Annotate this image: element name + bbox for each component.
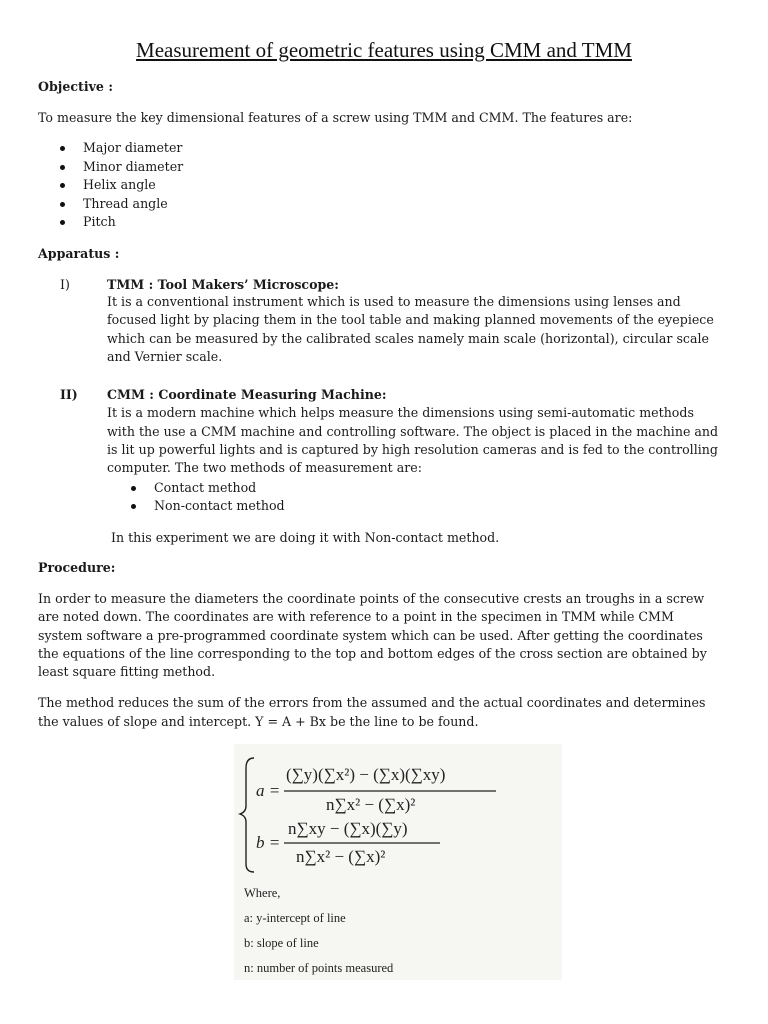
tmm-line-2: focused light by placing them in the tool table and making planned movements of the eyepiece [107,312,714,327]
cmm-line-4: computer. The two methods of measurement are: [107,460,422,475]
list-item: Minor diameter [60,158,183,177]
list-item: Pitch [60,213,183,232]
tmm-line-1: It is a conventional instrument which is used to measure the dimensions using lenses and [107,294,681,309]
a-numerator: (∑y)(∑x²) − (∑x)(∑xy) [286,765,446,784]
b-numerator: n∑xy − (∑x)(∑y) [288,819,408,838]
procedure-p1-line-4: the equations of the line corresponding to the top and bottom edges of the cross section are obtained by [38,646,707,661]
features-list [60,139,183,232]
where-heading: Where, [244,886,281,900]
cmm-numeral: II) [60,387,78,402]
least-squares-formula-image [234,744,562,980]
tmm-title: TMM : Tool Makers’ Microscope: [107,277,339,292]
list-item: Non-contact method [131,497,285,515]
tmm-numeral: I) [60,277,70,292]
procedure-p1-line-5: least square fitting method. [38,664,216,679]
procedure-p1-line-1: In order to measure the diameters the coordinate points of the consecutive crests an troughs in a screw [38,591,705,606]
cmm-note: In this experiment we are doing it with Non-contact method. [111,530,500,545]
tmm-line-4: and Vernier scale. [107,349,223,364]
tmm-line-3: which can be measured by the calibrated scales namely main scale (horizontal), circular scale [107,331,709,346]
b-denominator: n∑x² − (∑x)² [296,847,386,866]
cmm-line-1: It is a modern machine which helps measure the dimensions using semi-automatic methods [107,405,694,420]
apparatus-heading: Apparatus : [38,246,120,261]
cmm-line-2: with the use a CMM machine and controlling software. The object is placed in the machine and [107,424,719,439]
where-item-a: a: y-intercept of line [244,911,346,925]
procedure-p2-line-1: The method reduces the sum of the errors from the assumed and the actual coordinates and determines [38,695,706,710]
list-item: Major diameter [60,139,183,158]
a-label: a = [256,781,281,800]
list-item: Contact method [131,479,285,497]
where-item-b: b: slope of line [244,936,319,950]
document-title: Measurement of geometric features using CMM and TMM [136,38,632,62]
procedure-heading: Procedure: [38,560,116,575]
procedure-p1-line-3: system software a pre-programmed coordinate system which can be used. After getting the coordinates [38,628,703,643]
methods-list [131,479,285,515]
brace-shape [240,758,254,872]
a-denominator: n∑x² − (∑x)² [326,795,416,814]
objective-heading: Objective : [38,79,113,94]
list-item: Thread angle [60,195,183,214]
procedure-p2-line-2: the values of slope and intercept. Y = A + Bx be the line to be found. [38,714,479,729]
list-item: Helix angle [60,176,183,195]
b-label: b = [256,833,281,852]
procedure-p1-line-2: are noted down. The coordinates are with reference to a point in the specimen in TMM while CMM [38,609,674,624]
cmm-title: CMM : Coordinate Measuring Machine: [107,387,387,402]
where-item-n: n: number of points measured [244,961,394,975]
objective-text: To measure the key dimensional features of a screw using TMM and CMM. The features are: [38,110,633,125]
cmm-line-3: is lit up powerful lights and is captured by high resolution cameras and is fed to the controlling [107,442,718,457]
